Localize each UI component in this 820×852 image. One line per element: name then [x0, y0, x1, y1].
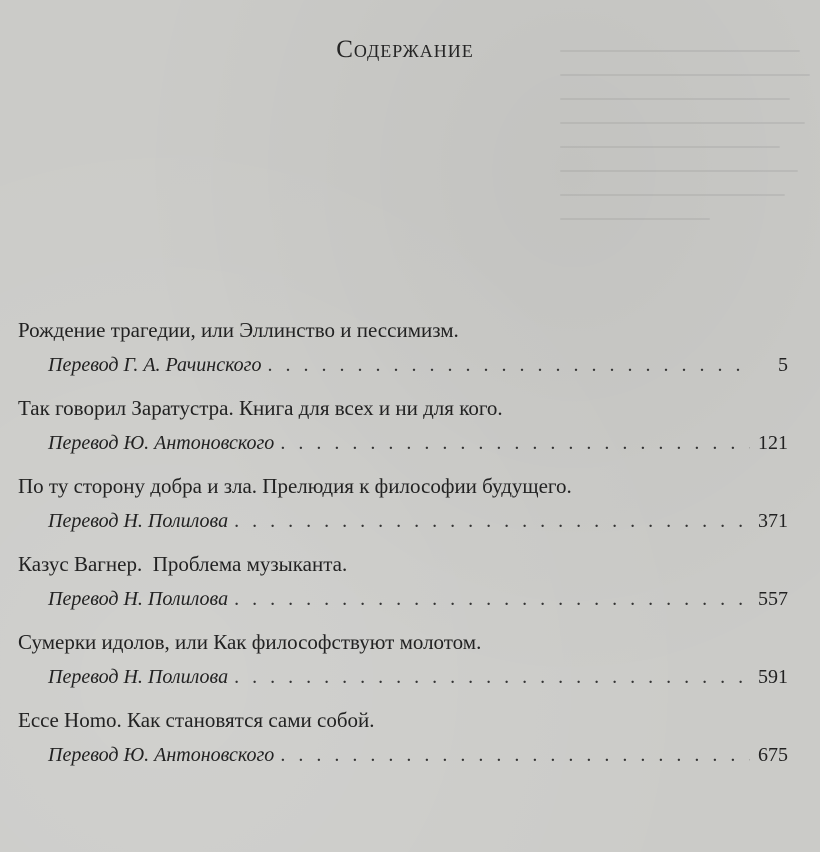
toc-entry-page-number: 591	[758, 666, 788, 688]
toc-entry-translator: Перевод Г. А. Рачинского	[48, 354, 262, 376]
toc-entry-line	[18, 582, 788, 616]
toc-entry-page-number: 371	[758, 510, 788, 532]
toc-entry-translator: Перевод Н. Полилова	[48, 588, 229, 610]
toc-entry-page-number: 5	[778, 354, 788, 376]
toc-entry[interactable]	[18, 624, 788, 702]
toc-entry-page-number: 121	[758, 432, 788, 454]
page-title: Содержание	[336, 36, 474, 63]
toc-entry-line	[18, 426, 788, 460]
toc-entry-line	[18, 348, 788, 382]
toc-entry-line	[18, 660, 788, 694]
toc-entry-translator: Перевод Н. Полилова	[48, 666, 229, 688]
toc-entry-line	[18, 504, 788, 538]
toc-entry-title: Ecce Homo. Как становятся сами собой.	[18, 708, 375, 732]
dot-leader	[234, 504, 750, 538]
toc-entry-line	[18, 738, 788, 772]
dot-leader	[234, 660, 750, 694]
toc-entry-title: Сумерки идолов, или Как философствуют молотом.	[18, 630, 482, 654]
bleed-through-texture	[560, 50, 810, 242]
toc-entry-title: По ту сторону добра и зла. Прелюдия к философии будущего.	[18, 474, 572, 498]
dot-leader	[268, 348, 751, 382]
dot-leader	[234, 582, 750, 616]
toc-entry-translator: Перевод Ю. Антоновского	[48, 744, 275, 766]
dot-leader	[280, 426, 750, 460]
dot-leader	[280, 738, 750, 772]
toc-entry-title: Рождение трагедии, или Эллинство и пессимизм.	[18, 318, 459, 342]
toc-entry[interactable]	[18, 702, 788, 780]
toc-entry-title: Казус Вагнер. Проблема музыканта.	[18, 552, 348, 576]
toc-entry[interactable]	[18, 390, 788, 468]
toc-entry-translator: Перевод Ю. Антоновского	[48, 432, 275, 454]
toc-entry-page-number: 557	[758, 588, 788, 610]
toc-entry[interactable]	[18, 312, 788, 390]
toc-entry[interactable]	[18, 546, 788, 624]
toc-entry[interactable]	[18, 468, 788, 546]
toc-entry-title: Так говорил Заратустра. Книга для всех и ни для кого.	[18, 396, 503, 420]
toc-entry-translator: Перевод Н. Полилова	[48, 510, 229, 532]
toc-entry-page-number: 675	[758, 744, 788, 766]
table-of-contents	[18, 312, 788, 780]
